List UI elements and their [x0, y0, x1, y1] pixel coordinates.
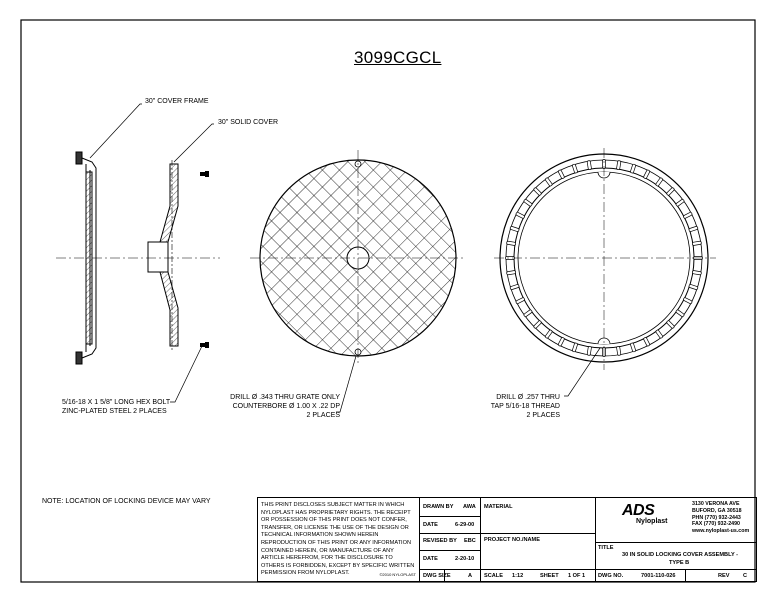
date-label: DATE: [423, 522, 438, 528]
frame-slot: [689, 226, 699, 232]
frame-slot: [523, 199, 532, 207]
rev-value: C: [743, 573, 748, 579]
frame-slot: [616, 346, 621, 355]
rev-date-label: DATE: [423, 556, 438, 562]
frame-slot: [587, 346, 592, 355]
proprietary-disclaimer: [258, 498, 420, 581]
frame-slot: [506, 270, 515, 275]
disclaimer-text: THIS PRINT DISCLOSES SUBJECT MATTER IN WHICH NYLOPLAST HAS PROPRIETARY RIGHTS. THE RECEIPT OR POSSESSION OF THIS PRINT DOES NOT CONFER, TRANSFER, OR LICENSE THE USE OF THE DESIGN OR TECHNICAL INFORMATION SHOWN HEREIN REPRODUCTION OF THIS PRINT OR ANY INFORMATION CONTAINED HEREIN, OR MANUFACTURE OF ANY ARTICLE HEREFROM, FOR THE DISCLOSURE TO OTHERS IS FORBIDDEN, EXCEPT BY SPECIFIC WRITTEN PERMISSION FROM NYLOPLAST.: [261, 502, 415, 577]
frame-slot: [572, 343, 578, 353]
frame-slot: [675, 199, 684, 207]
drill-label-line-2: COUNTERBORE Ø 1.00 X .22 DP: [232, 403, 340, 410]
dwg-size-label: DWG SIZE: [423, 573, 451, 579]
frame-slot: [666, 320, 675, 329]
drawn-by-value: AWA: [463, 504, 476, 510]
bolt-label: [62, 398, 171, 416]
drill-label: [210, 393, 340, 420]
frame-slot: [510, 226, 520, 232]
address-line: www.nyloplast-us.com: [692, 528, 750, 535]
sheet-label: SHEET: [540, 573, 559, 579]
tap-label-line-1: DRILL Ø .257 THRU: [496, 394, 560, 401]
tap-label-line-2: TAP 5/16-18 THREAD: [490, 403, 560, 410]
project-label: PROJECT NO./NAME: [484, 537, 540, 543]
sheet-value: 1 OF 1: [568, 573, 586, 579]
frame-slot: [683, 297, 692, 304]
drill-label-line-1: DRILL Ø .343 THRU GRATE ONLY: [230, 394, 340, 401]
frame-slot: [655, 177, 663, 186]
frame-slot: [630, 164, 636, 174]
company-address: [692, 501, 749, 535]
drawing-title: 3099CGCL: [354, 48, 442, 67]
rev-label: REV: [718, 573, 730, 579]
drill-label-line-3: 2 PLACES: [306, 412, 340, 419]
date-value: 6-29-00: [455, 522, 475, 528]
nyloplast-logo-text: Nyloplast: [636, 518, 668, 525]
title-block: [257, 497, 757, 582]
material-label: MATERIAL: [484, 504, 513, 510]
title-label: TITLE: [598, 545, 614, 551]
frame-slot: [666, 187, 675, 196]
frame-slot: [510, 284, 520, 290]
dwg-no-value: 7001-110-026: [641, 573, 676, 579]
frame-slot: [683, 212, 692, 219]
frame-slot: [675, 309, 684, 317]
frame-slot: [545, 329, 553, 338]
bolt-label-line-2: ZINC-PLATED STEEL 2 PLACES: [62, 408, 167, 415]
frame-slot: [692, 241, 701, 246]
frame-slot: [587, 160, 592, 169]
frame-slot: [533, 320, 542, 329]
frame-slot: [689, 284, 699, 290]
revised-by-value: EBC: [464, 538, 476, 544]
frame-slot: [558, 337, 565, 346]
frame-slot: [558, 170, 565, 179]
frame-slot: [506, 241, 515, 246]
frame-slot: [523, 309, 532, 317]
scale-value: 1:12: [512, 573, 524, 579]
frame-slot: [616, 160, 621, 169]
frame-slot: [572, 164, 578, 174]
dwg-no-label: DWG NO.: [598, 573, 624, 579]
frame-slot: [516, 212, 525, 219]
copyright: ©2010 NYLOPLAST: [379, 572, 416, 578]
locking-device-note: NOTE: LOCATION OF LOCKING DEVICE MAY VARY: [42, 498, 211, 505]
tap-label: [470, 393, 560, 420]
solid-cover-label: 30" SOLID COVER: [218, 119, 279, 126]
bolt-label-line-1: 5/16-18 X 1 5/8" LONG HEX BOLT: [62, 399, 171, 406]
rev-date-value: 2-20-10: [455, 556, 475, 562]
scale-label: SCALE: [484, 573, 503, 579]
ads-logo-text: ADS: [622, 502, 655, 519]
revised-by-label: REVISED BY: [423, 538, 457, 544]
address-line: PHN (770) 932-2443: [692, 514, 741, 521]
frame-slot: [643, 337, 650, 346]
frame-slot: [692, 270, 701, 275]
drawing-title-line-2: TYPE B: [669, 560, 690, 566]
drawn-by-label: DRAWN BY: [423, 504, 454, 510]
frame-slot: [516, 297, 525, 304]
frame-slot: [630, 343, 636, 353]
address-line: 3130 VERONA AVE: [692, 501, 740, 507]
ads-nyloplast-logo: [622, 502, 690, 530]
address-line: BUFORD, GA 30518: [692, 507, 742, 514]
frame-slot: [533, 187, 542, 196]
frame-slot: [545, 177, 553, 186]
tap-label-line-3: 2 PLACES: [526, 412, 560, 419]
frame-slot: [643, 170, 650, 179]
cover-frame-label: 30" COVER FRAME: [145, 98, 209, 105]
address-line: FAX (770) 932-2490: [692, 521, 740, 528]
frame-slot: [655, 329, 663, 338]
dwg-size-value: A: [468, 573, 473, 579]
drawing-title-line-1: 30 IN SOLID LOCKING COVER ASSEMBLY -: [622, 552, 739, 558]
